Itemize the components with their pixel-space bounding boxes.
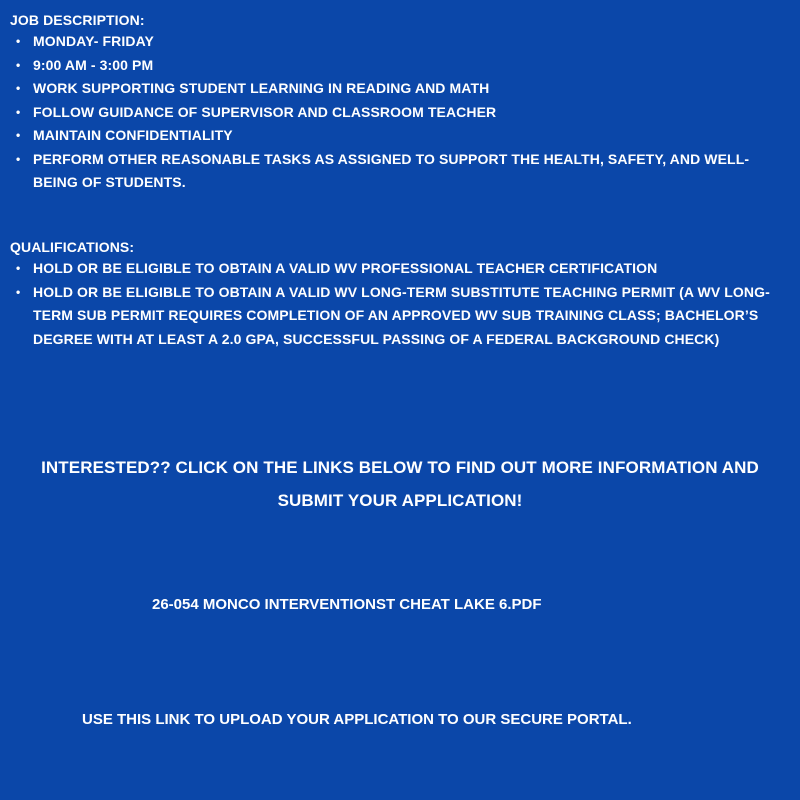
bullet-icon: • <box>16 128 21 142</box>
pdf-link[interactable]: 26-054 MONCO INTERVENTIONST CHEAT LAKE 6.PDF <box>152 596 542 613</box>
qualification-item-text: HOLD OR BE ELIGIBLE TO OBTAIN A VALID WV LONG-TERM SUBSTITUTE TEACHING PERMIT (A WV LONG-TERM SUB PERMIT REQUIRES COMPLETION OF AN APPROVED WV SUB TRAINING CLASS; BACHELOR’S DEGREE WITH AT LEAST A 2.0 GPA, SUCCESSFUL PASSING OF A FEDERAL BACKGROUND CHECK) <box>33 283 770 347</box>
job-description-item-text: PERFORM OTHER REASONABLE TASKS AS ASSIGNED TO SUPPORT THE HEALTH, SAFETY, AND WELL-BEING OF STUDENTS. <box>33 150 750 190</box>
qualifications-section <box>10 237 790 351</box>
bullet-icon: • <box>16 151 21 166</box>
job-description-item-text: WORK SUPPORTING STUDENT LEARNING IN READING AND MATH <box>33 80 490 96</box>
qualification-item-text: HOLD OR BE ELIGIBLE TO OBTAIN A VALID WV PROFESSIONAL TEACHER CERTIFICATION <box>33 260 658 276</box>
portal-upload-link[interactable]: USE THIS LINK TO UPLOAD YOUR APPLICATION TO OUR SECURE PORTAL. <box>82 711 632 728</box>
qualification-item <box>10 257 790 281</box>
bullet-icon: • <box>16 57 21 72</box>
job-description-item-text: MONDAY- FRIDAY <box>33 33 154 49</box>
bullet-icon: • <box>16 284 21 299</box>
bullet-icon: • <box>16 81 21 95</box>
qualification-item <box>10 281 790 352</box>
job-description-item <box>10 148 790 195</box>
job-description-item-text: MAINTAIN CONFIDENTIALITY <box>33 127 233 143</box>
qualifications-list <box>10 257 790 351</box>
job-description-item <box>10 124 790 148</box>
job-description-item <box>10 77 790 101</box>
job-description-item-text: FOLLOW GUIDANCE OF SUPERVISOR AND CLASSROOM TEACHER <box>33 103 497 120</box>
job-description-item <box>10 30 790 54</box>
qualifications-heading: QUALIFICATIONS: <box>10 239 135 255</box>
job-description-item <box>10 54 790 78</box>
call-to-action-text: INTERESTED?? CLICK ON THE LINKS BELOW TO FIND OUT MORE INFORMATION AND SUBMIT YOUR APPLICATION! <box>41 458 759 510</box>
bullet-icon: • <box>16 261 21 275</box>
job-description-list <box>10 30 790 195</box>
job-description-item <box>10 101 790 125</box>
job-description-heading: JOB DESCRIPTION: <box>10 12 145 28</box>
bullet-icon: • <box>16 104 21 119</box>
job-description-section <box>10 10 790 195</box>
bullet-icon: • <box>16 34 21 48</box>
job-description-item-text: 9:00 AM - 3:00 PM <box>33 56 154 73</box>
